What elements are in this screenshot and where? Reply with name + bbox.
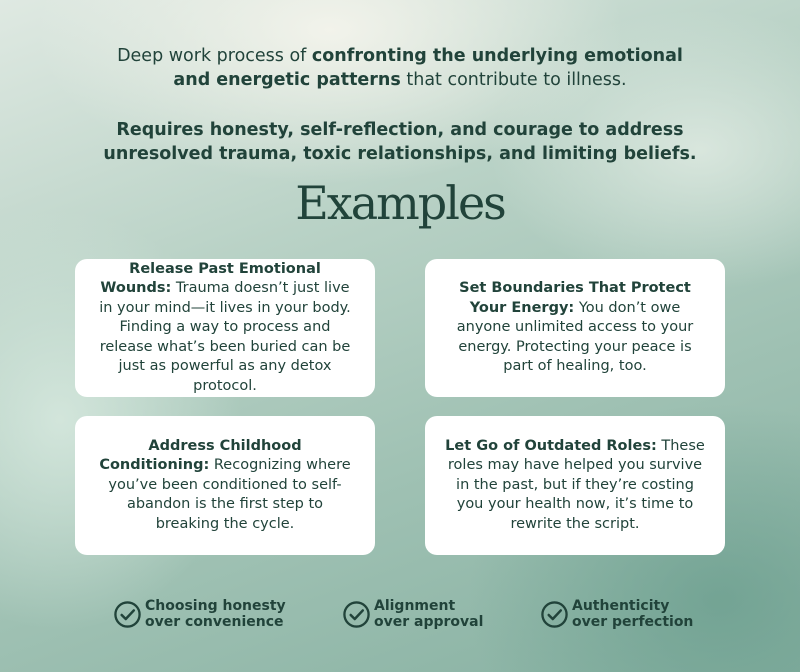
value-authenticity bbox=[540, 598, 693, 630]
check-circle-icon bbox=[342, 600, 371, 629]
card-title: Address Childhood Conditioning: bbox=[99, 437, 302, 474]
value-honesty bbox=[113, 598, 286, 630]
example-card-emotional-wounds bbox=[75, 259, 375, 397]
value-line-1: Choosing honesty bbox=[145, 598, 286, 614]
card-text bbox=[93, 437, 357, 535]
card-body: You don’t owe anyone unlimited access to your energy. Protecting your peace is part of healing, too. bbox=[456, 299, 694, 375]
card-title: Let Go of Outdated Roles: bbox=[445, 437, 657, 454]
intro-paragraph bbox=[100, 44, 700, 92]
check-circle-icon bbox=[540, 600, 569, 629]
value-text bbox=[145, 598, 286, 630]
card-text bbox=[443, 437, 707, 535]
card-text bbox=[443, 279, 707, 377]
card-title: Set Boundaries That Protect Your Energy: bbox=[459, 280, 691, 316]
value-text bbox=[374, 598, 483, 630]
check-circle-icon bbox=[113, 600, 142, 629]
card-body: Trauma doesn’t just live in your mind—it lives in your body. Finding a way to process and release what’s been buried can be just as powerful as any detox protocol. bbox=[99, 280, 351, 394]
section-heading: Examples bbox=[295, 176, 505, 230]
value-line-1: Authenticity bbox=[572, 598, 670, 614]
card-title: Release Past Emotional Wounds: bbox=[100, 260, 321, 297]
card-body: Recognizing where you’ve been conditioned to self-abandon is the first step to breaking the cycle. bbox=[108, 457, 351, 532]
value-alignment bbox=[342, 598, 483, 630]
intro-text-suffix: that contribute to illness. bbox=[400, 70, 627, 90]
card-body: These roles may have helped you survive in the past, but if they’re costing you your health now, it’s time to rewrite the script. bbox=[447, 437, 705, 532]
intro-text-prefix: Deep work process of bbox=[117, 46, 312, 66]
example-card-childhood-conditioning bbox=[75, 416, 375, 555]
value-line-1: Alignment bbox=[374, 598, 456, 614]
value-text bbox=[572, 598, 693, 630]
card-text bbox=[93, 260, 357, 397]
value-line-2: over approval bbox=[374, 614, 484, 630]
example-card-outdated-roles bbox=[425, 416, 725, 555]
intro-requirements: Requires honesty, self-reflection, and courage to address unresolved trauma, toxic relationships, and limiting beliefs. bbox=[103, 120, 697, 164]
value-line-2: over convenience bbox=[145, 614, 284, 630]
intro-text-emphasis: confronting the underlying emotional and energetic patterns bbox=[173, 46, 683, 90]
example-card-boundaries bbox=[425, 259, 725, 397]
value-line-2: over perfection bbox=[572, 614, 694, 630]
